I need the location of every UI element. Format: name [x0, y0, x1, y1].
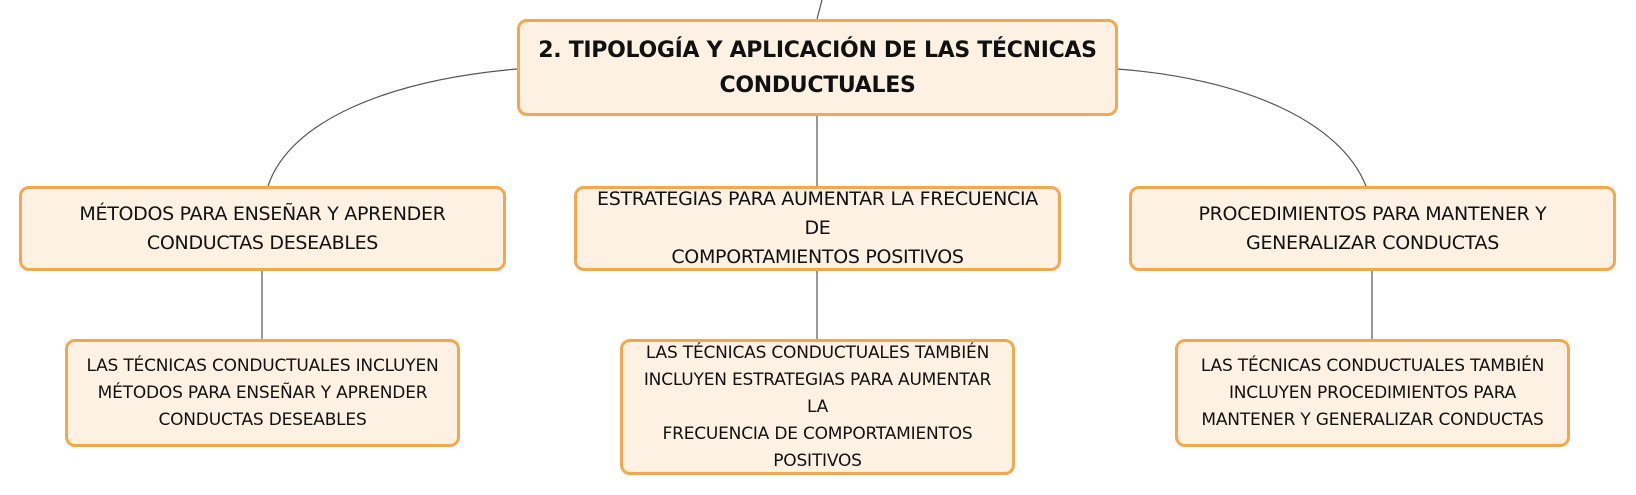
branch-topic-label: PROCEDIMIENTOS PARA MANTENER Y GENERALIZAR CONDUCTAS: [1198, 202, 1547, 254]
detail-topic-label: LAS TÉCNICAS CONDUCTUALES TAMBIÉN INCLUYEN ESTRATEGIAS PARA AUMENTAR LA FRECUENCIA DE COMPORTAMIENTOS POSITIVOS: [643, 342, 992, 471]
detail-topic-label: LAS TÉCNICAS CONDUCTUALES INCLUYEN MÉTODOS PARA ENSEÑAR Y APRENDER CONDUCTAS DESEABLES: [86, 355, 439, 430]
branch-topic-label: MÉTODOS PARA ENSEÑAR Y APRENDER CONDUCTAS DESEABLES: [79, 202, 446, 254]
connector-root-to-branch-3: [1117, 69, 1366, 186]
detail-topic-3[interactable]: [1175, 339, 1570, 447]
connector-from-parent: [817, 0, 822, 19]
branch-topic-3[interactable]: [1129, 186, 1616, 271]
root-topic-label: 2. TIPOLOGÍA Y APLICACIÓN DE LAS TÉCNICAS CONDUCTUALES: [538, 37, 1097, 98]
detail-topic-1[interactable]: [65, 339, 460, 447]
detail-topic-2[interactable]: [620, 339, 1015, 475]
branch-topic-2[interactable]: [574, 186, 1061, 271]
root-topic[interactable]: [517, 19, 1118, 116]
detail-topic-label: LAS TÉCNICAS CONDUCTUALES TAMBIÉN INCLUYEN PROCEDIMIENTOS PARA MANTENER Y GENERALIZAR CONDUCTAS: [1200, 355, 1545, 430]
connector-root-to-branch-1: [268, 69, 517, 186]
branch-topic-1[interactable]: [19, 186, 506, 271]
branch-topic-label: ESTRATEGIAS PARA AUMENTAR LA FRECUENCIA DE COMPORTAMIENTOS POSITIVOS: [596, 188, 1038, 268]
